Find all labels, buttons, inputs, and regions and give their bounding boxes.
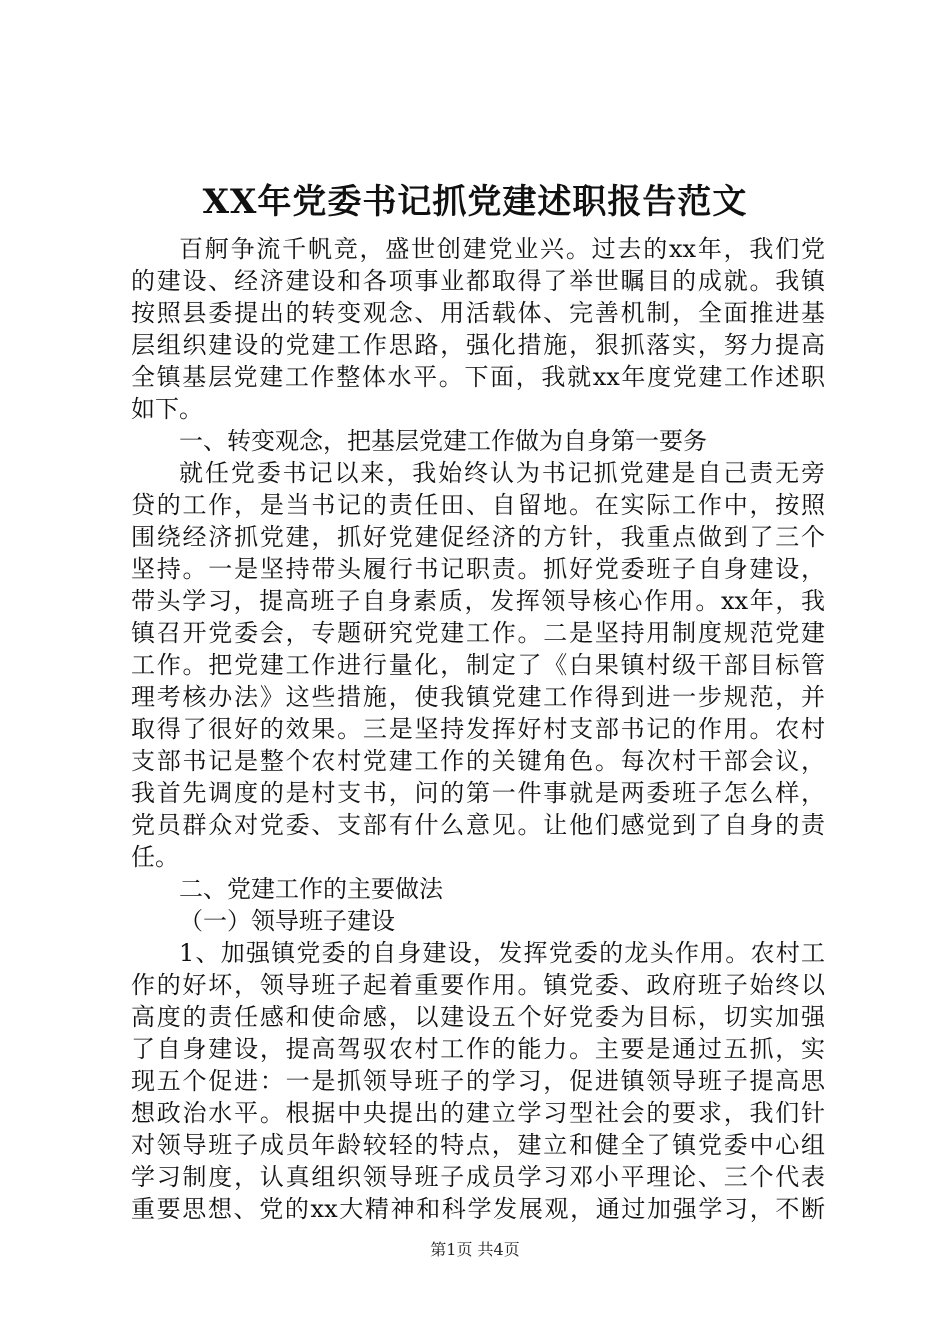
text-line: 工作。把党建工作进行量化，制定了《白果镇村级干部目标管: [131, 651, 825, 679]
text-line: 镇召开党委会，专题研究党建工作。二是坚持用制度规范党建: [131, 619, 825, 647]
text-line: 现五个促进：一是抓领导班子的学习，促进镇领导班子提高思: [131, 1067, 825, 1095]
text-line: 取得了很好的效果。三是坚持发挥好村支部书记的作用。农村: [131, 715, 825, 743]
text-line: 如下。: [131, 395, 203, 423]
text-line: 想政治水平。根据中央提出的建立学习型社会的要求，我们针: [131, 1099, 825, 1127]
text-line: 1、加强镇党委的自身建设，发挥党委的龙头作用。农村工: [179, 939, 825, 967]
text-line: 的建设、经济建设和各项事业都取得了举世瞩目的成就。我镇: [131, 267, 825, 295]
text-line: 按照县委提出的转变观念、用活载体、完善机制，全面推进基: [131, 299, 825, 327]
text-line: 带头学习，提高班子自身素质，发挥领导核心作用。xx年，我: [131, 587, 825, 615]
text-line: 层组织建设的党建工作思路，强化措施，狠抓落实，努力提高: [131, 331, 825, 359]
text-line: 支部书记是整个农村党建工作的关键角色。每次村干部会议，: [131, 747, 825, 775]
text-line: 作的好坏，领导班子起着重要作用。镇党委、政府班子始终以: [131, 971, 825, 999]
text-line: 高度的责任感和使命感，以建设五个好党委为目标，切实加强: [131, 1003, 825, 1031]
text-line: 我首先调度的是村支书，问的第一件事就是两委班子怎么样，: [131, 779, 825, 807]
text-line: 贷的工作，是当书记的责任田、自留地。在实际工作中，按照: [131, 491, 825, 519]
text-line: 重要思想、党的xx大精神和科学发展观，通过加强学习，不断: [131, 1195, 825, 1223]
text-line: 了自身建设，提高驾驭农村工作的能力。主要是通过五抓，实: [131, 1035, 825, 1063]
page-title: XX年党委书记抓党建述职报告范文: [202, 182, 748, 222]
text-line: 对领导班子成员年龄较轻的特点，建立和健全了镇党委中心组: [131, 1131, 825, 1159]
page-number: 第1页 共4页: [430, 1240, 520, 1259]
section-heading: 二、党建工作的主要做法: [179, 875, 443, 903]
text-line: 围绕经济抓党建，抓好党建促经济的方针，我重点做到了三个: [131, 523, 825, 551]
section-heading: 一、转变观念，把基层党建工作做为自身第一要务: [179, 427, 707, 455]
text-line: 就任党委书记以来，我始终认为书记抓党建是自己责无旁: [179, 459, 825, 487]
text-line: 理考核办法》这些措施，使我镇党建工作得到进一步规范，并: [131, 683, 825, 711]
text-line: 坚持。一是坚持带头履行书记职责。抓好党委班子自身建设，: [131, 555, 825, 583]
document-body: [131, 233, 825, 1225]
text-line: 党员群众对党委、支部有什么意见。让他们感觉到了自身的责: [131, 811, 825, 839]
subsection-heading: （一）领导班子建设: [179, 907, 395, 935]
text-line: 全镇基层党建工作整体水平。下面，我就xx年度党建工作述职: [131, 363, 825, 391]
text-line: 百舸争流千帆竞，盛世创建党业兴。过去的xx年，我们党: [179, 235, 825, 263]
text-line: 任。: [131, 843, 179, 871]
text-line: 学习制度，认真组织领导班子成员学习邓小平理论、三个代表: [131, 1163, 825, 1191]
